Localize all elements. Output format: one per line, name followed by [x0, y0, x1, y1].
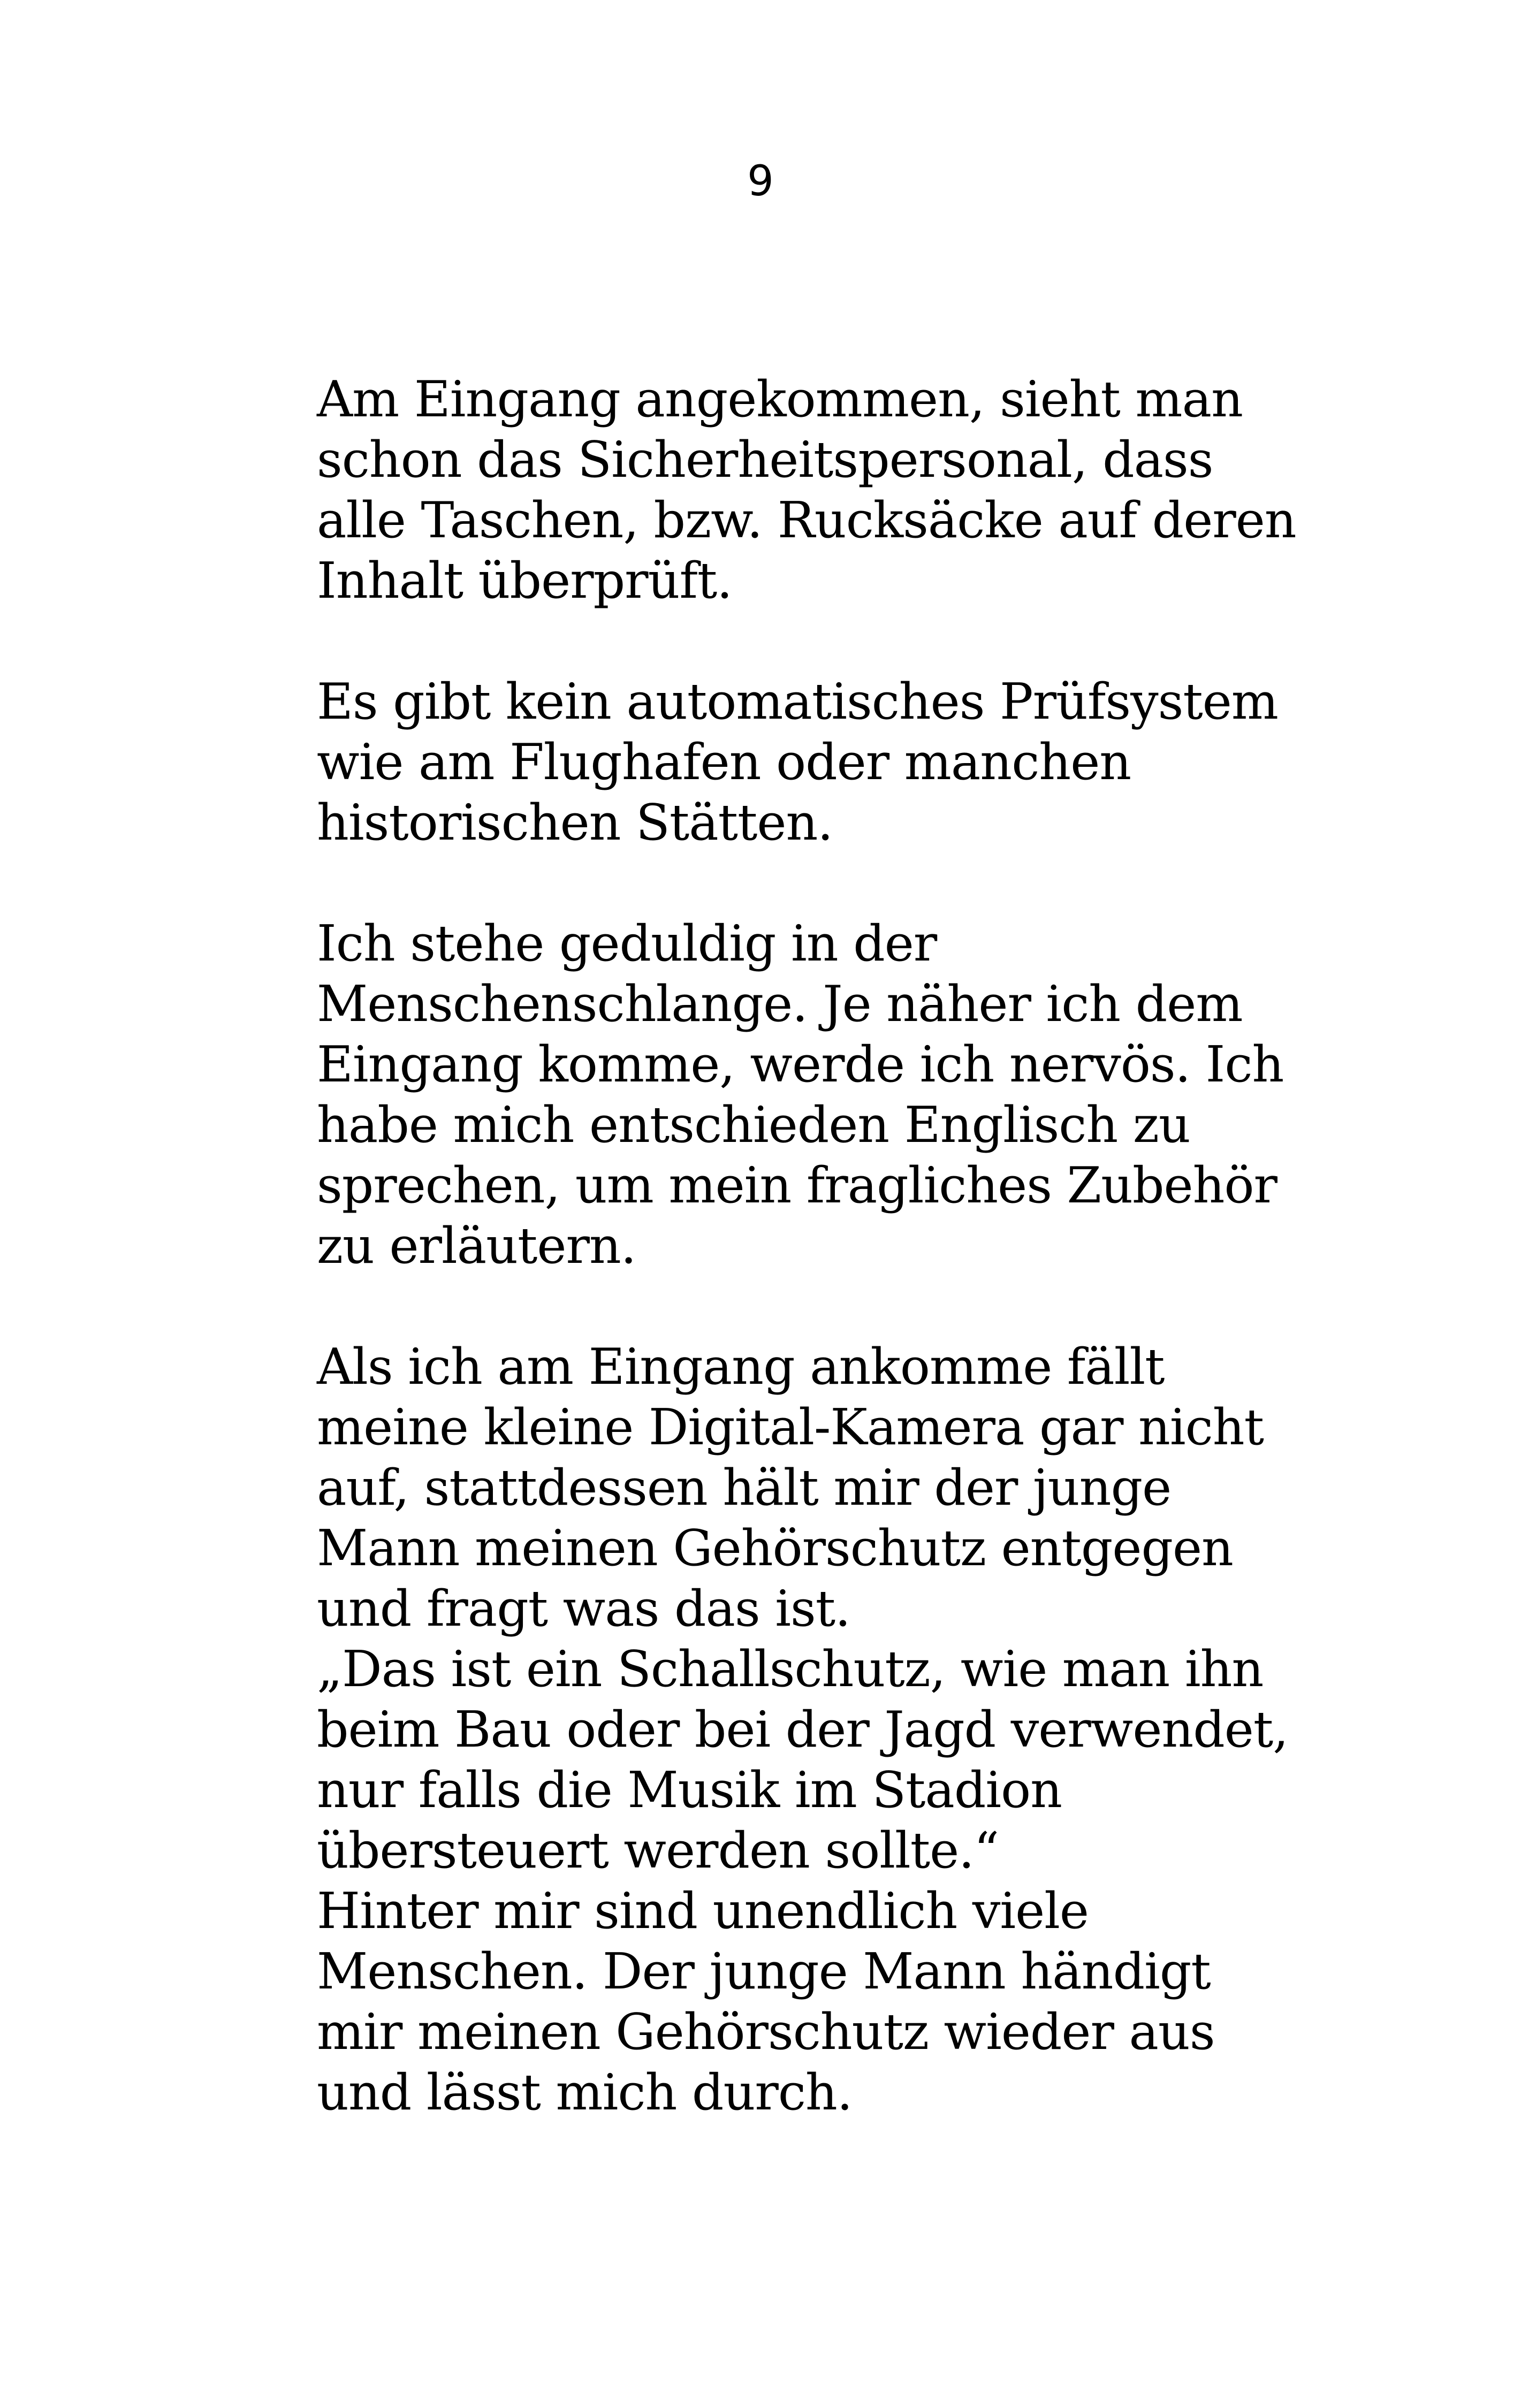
text-line: zu erläutern.: [317, 1217, 636, 1275]
text-line: Ich stehe geduldig in der: [317, 915, 937, 972]
text-line: meine kleine Digital-Kamera gar nicht: [317, 1398, 1264, 1456]
page-number: 9: [747, 157, 774, 205]
paragraph-1: [317, 369, 1334, 611]
text-line: und fragt was das ist.: [317, 1580, 850, 1637]
paragraph-3: [317, 913, 1334, 1276]
text-line: mir meinen Gehörschutz wieder aus: [317, 2003, 1215, 2061]
paragraph-2: [317, 672, 1334, 853]
text-line: sprechen, um mein fragliches Zubehör: [317, 1156, 1277, 1214]
text-line: übersteuert werden sollte.“: [317, 1822, 999, 1879]
text-line: Menschenschlange. Je näher ich dem: [317, 975, 1243, 1033]
text-line: nur falls die Musik im Stadion: [317, 1761, 1062, 1819]
text-line: alle Taschen, bzw. Rucksäcke auf deren: [317, 491, 1296, 549]
text-line: auf, stattdessen hält mir der junge: [317, 1459, 1172, 1517]
text-line: beim Bau oder bei der Jagd verwendet,: [317, 1701, 1288, 1758]
paragraph-4: [317, 1337, 1334, 2123]
text-line: habe mich entschieden Englisch zu: [317, 1096, 1190, 1154]
text-line: Als ich am Eingang ankomme fällt: [317, 1338, 1165, 1396]
text-line: Hinter mir sind unendlich viele: [317, 1882, 1089, 1940]
text-line: und lässt mich durch.: [317, 2063, 853, 2121]
text-line: historischen Stätten.: [317, 794, 833, 851]
text-line: „Das ist ein Schallschutz, wie man ihn: [317, 1640, 1264, 1698]
text-line: schon das Sicherheitspersonal, dass: [317, 431, 1213, 489]
text-line: Inhalt überprüft.: [317, 552, 732, 609]
body-text: [317, 369, 1334, 2123]
text-line: Am Eingang angekommen, sieht man: [317, 370, 1243, 428]
text-line: Mann meinen Gehörschutz entgegen: [317, 1519, 1233, 1577]
text-line: wie am Flughafen oder manchen: [317, 733, 1131, 791]
text-line: Eingang komme, werde ich nervös. Ich: [317, 1035, 1284, 1093]
text-line: Menschen. Der junge Mann händigt: [317, 1942, 1211, 2000]
text-line: Es gibt kein automatisches Prüfsystem: [317, 673, 1278, 730]
